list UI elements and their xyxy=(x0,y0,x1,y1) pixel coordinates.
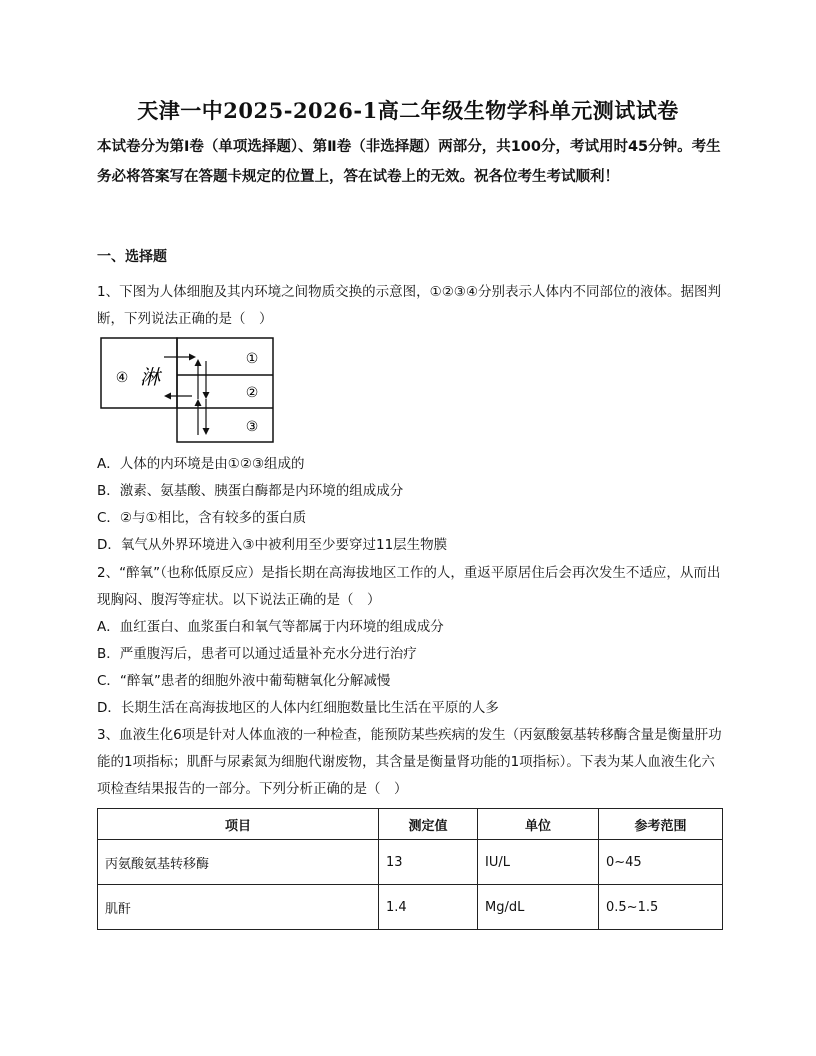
q2-option-c: C．“醉氧”患者的细胞外液中葡萄糖氧化分解减慢 xyxy=(97,673,391,689)
cell-unit: Mg/dL xyxy=(478,885,599,930)
cell-reference: 0~45 xyxy=(599,840,723,885)
arrow-head xyxy=(189,354,196,361)
header-item: 项目 xyxy=(98,809,379,840)
fluid-column xyxy=(177,338,273,442)
question-3-stem: 3、血液生化6项是针对人体血液的一种检查，能预防某些疾病的发生（丙氨酸氨基转移酶含量是衡量肝功能的1项指标；肌酐与尿素氮为细胞代谢废物，其含量是衡量肾功能的1项指标）。下表为某人血液生化六项检查结果报告的一部分。下列分析正确的是（ ） xyxy=(97,727,722,797)
table-header-row xyxy=(98,809,723,840)
table-row xyxy=(98,885,723,930)
q1-option-b: B．激素、氨基酸、胰蛋白酶都是内环境的组成成分 xyxy=(97,483,404,499)
cell-reference: 0.5~1.5 xyxy=(599,885,723,930)
cell-item: 丙氨酸氨基转移酶 xyxy=(98,840,379,885)
lymph-box xyxy=(101,338,177,408)
label-1: ① xyxy=(245,351,259,367)
exam-title: 天津一中2025-2026-1高二年级生物学科单元测试试卷 xyxy=(137,98,679,123)
q1-option-c: C．②与①相比，含有较多的蛋白质 xyxy=(97,510,307,526)
label-4: ④ xyxy=(115,370,129,386)
q2-option-a: A．血红蛋白、血浆蛋白和氧气等都属于内环境的组成成分 xyxy=(97,619,444,635)
arrow-head xyxy=(164,393,171,400)
cell-value: 13 xyxy=(379,840,478,885)
blood-test-table xyxy=(97,808,723,930)
cell-item: 肌酐 xyxy=(98,885,379,930)
arrow-head xyxy=(195,399,202,406)
header-unit: 单位 xyxy=(478,809,599,840)
q2-option-b: B．严重腹泻后，患者可以通过适量补充水分进行治疗 xyxy=(97,646,417,662)
question-2-stem: 2、“醉氧”（也称低原反应）是指长期在高海拔地区工作的人，重返平原居住后会再次发生不适应，从而出现胸闷、腹泻等症状。以下说法正确的是（ ） xyxy=(97,565,721,608)
q1-option-a: A．人体的内环境是由①②③组成的 xyxy=(97,456,305,472)
section-heading: 一、选择题 xyxy=(97,249,167,265)
label-3: ③ xyxy=(245,419,259,435)
header-value: 测定值 xyxy=(379,809,478,840)
exam-instructions: 本试卷分为第Ⅰ卷（单项选择题）、第Ⅱ卷（非选择题）两部分，共100分，考试用时45分钟。考生务必将答案写在答题卡规定的位置上，答在试卷上的无效。祝各位考生考试顺利！ xyxy=(97,139,721,185)
fluid-exchange-diagram xyxy=(100,337,280,445)
arrow-head xyxy=(203,428,210,435)
q1-option-d: D．氧气从外界环境进入③中被利用至少要穿过11层生物膜 xyxy=(97,537,448,553)
handwritten-lymph-label: 淋 xyxy=(140,365,160,389)
header-reference: 参考范围 xyxy=(599,809,723,840)
question-1-stem: 1、下图为人体细胞及其内环境之间物质交换的示意图，①②③④分别表示人体内不同部位的液体。据图判断，下列说法正确的是（ ） xyxy=(97,284,721,327)
arrow-head xyxy=(195,359,202,366)
q2-option-d: D．长期生活在高海拔地区的人体内红细胞数量比生活在平原的人多 xyxy=(97,700,499,716)
cell-unit: IU/L xyxy=(478,840,599,885)
cell-value: 1.4 xyxy=(379,885,478,930)
label-2: ② xyxy=(245,385,259,401)
table-row xyxy=(98,840,723,885)
arrow-head xyxy=(203,392,210,399)
